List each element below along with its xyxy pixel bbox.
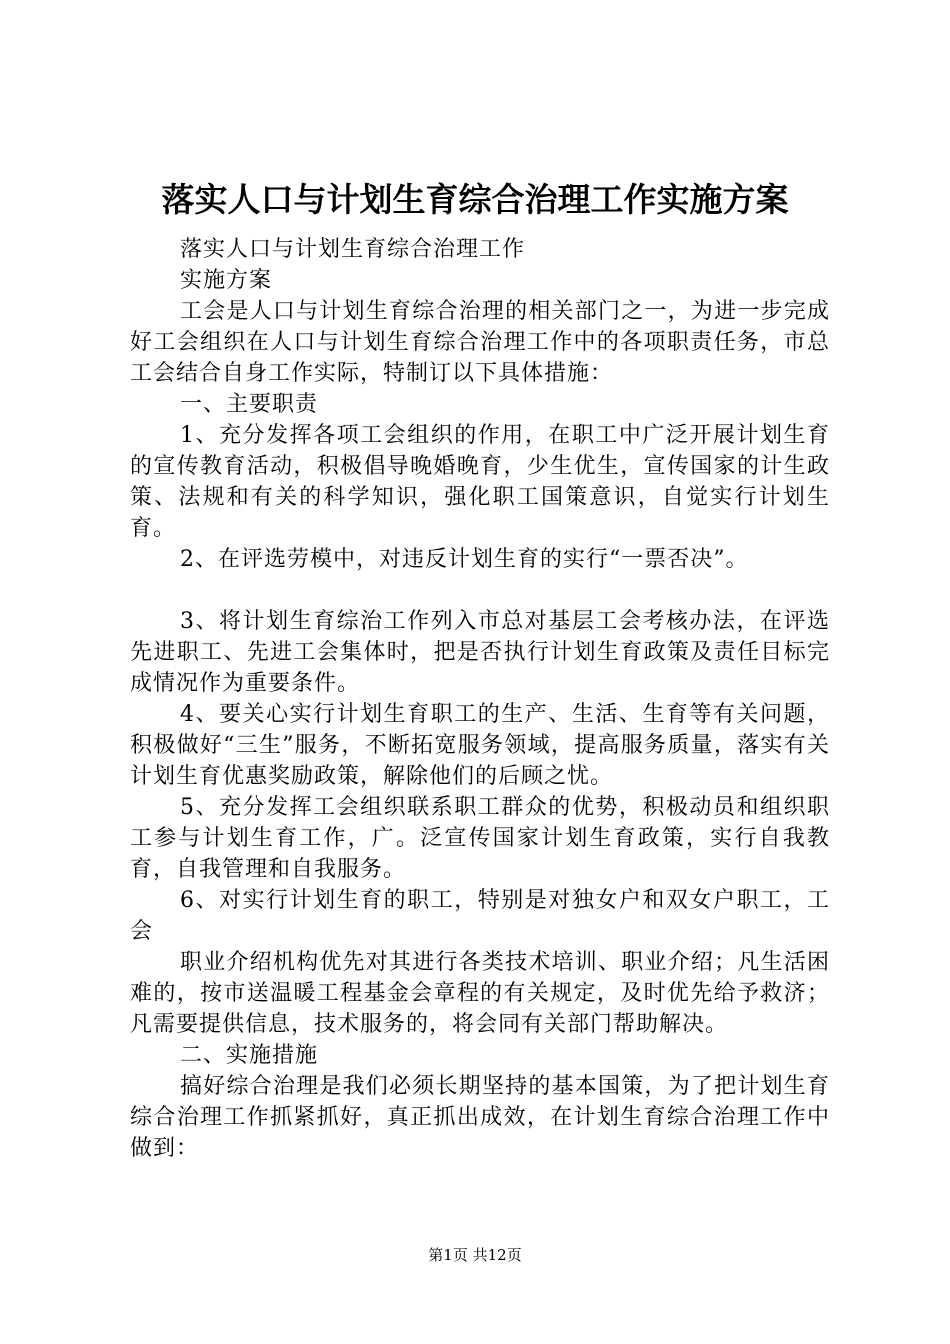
duty-item-5: 5、充分发挥工会组织联系职工群众的优势，积极动员和组织职工参与计划生育工作，广。泛宣传国家计划生育政策，实行自我教育，自我管理和自我服务。 <box>130 795 830 882</box>
duty-item-1: 1、充分发挥各项工会组织的作用，在职工中广泛开展计划生育的宣传教育活动，积极倡导晚婚晚育，少生优生，宣传国家的计生政策、法规和有关的科学知识，强化职工国策意识，自觉实行计划生育。 <box>130 423 830 541</box>
duty-item-4: 4、要关心实行计划生育职工的生产、生活、生育等有关问题，积极做好“三生”服务，不断拓宽服务领域，提高服务质量，落实有关计划生育优惠奖励政策，解除他们的后顾之忧。 <box>130 702 830 789</box>
duty-item-3: 3、将计划生育综治工作列入市总对基层工会考核办法，在评选先进职工、先进工会集体时，把是否执行计划生育政策及责任目标完成情况作为重要条件。 <box>130 609 830 696</box>
duty-item-2: 2、在评选劳模中，对违反计划生育的实行“一票否决”。 <box>180 547 749 572</box>
subtitle-line-1: 落实人口与计划生育综合治理工作 <box>180 237 526 262</box>
duty-item-6: 6、对实行计划生育的职工，特别是对独女户和双女户职工，工会 <box>130 888 830 944</box>
intro-paragraph: 工会是人口与计划生育综合治理的相关部门之一，为进一步完成好工会组织在人口与计划生育综合治理工作中的各项职责任务，市总工会结合自身工作实际，特制订以下具体措施： <box>130 299 830 386</box>
duty-item-6-continued: 职业介绍机构优先对其进行各类技术培训、职业介绍；凡生活困难的，按市送温暖工程基金会章程的有关规定，及时优先给予救济；凡需要提供信息，技术服务的，将会同有关部门帮助解决。 <box>130 950 830 1037</box>
section-heading-duties: 一、主要职责 <box>180 392 319 417</box>
section-heading-measures: 二、实施措施 <box>180 1043 319 1068</box>
measures-paragraph: 搞好综合治理是我们必须长期坚持的基本国策，为了把计划生育综合治理工作抓紧抓好，真正抓出成效，在计划生育综合治理工作中做到： <box>130 1074 830 1161</box>
page-number: 第1页 共12页 <box>428 1246 522 1264</box>
document-title: 落实人口与计划生育综合治理工作实施方案 <box>161 180 789 219</box>
document-body <box>130 234 830 1164</box>
paragraph-gap <box>130 575 830 606</box>
subtitle-line-2: 实施方案 <box>180 268 273 293</box>
